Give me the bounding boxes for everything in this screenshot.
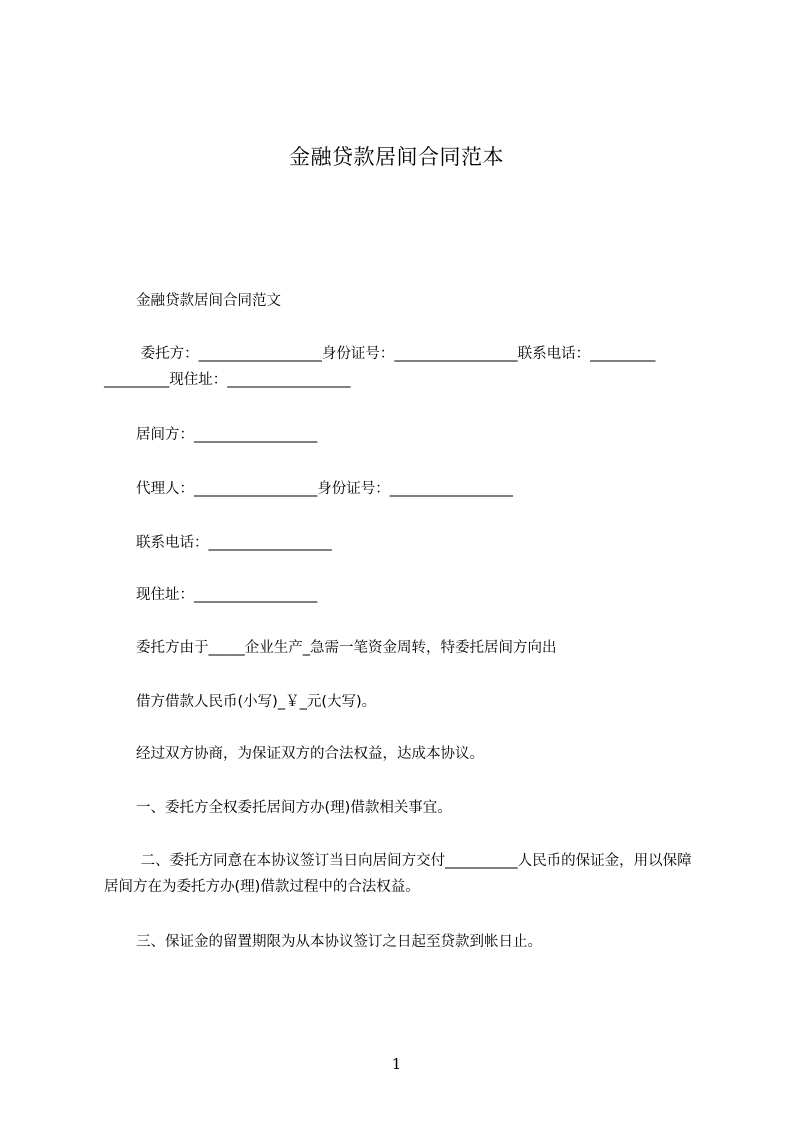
paragraph-subtitle: 金融贷款居间合同范文 (136, 293, 281, 309)
paragraph-clause-2: 二、委托方同意在本协议签订当日向居间方交付__________人民币的保证金，用以保障居间方在为委托方办(理)借款过程中的合法权益。 (104, 853, 692, 895)
paragraph-agent-address: 现住址：_________________ (136, 587, 318, 603)
paragraph-agent: 代理人：_________________身份证号：_________________ (136, 481, 513, 497)
paragraph-intermediary: 居间方：_________________ (136, 427, 318, 443)
page-number: 1 (391, 1055, 402, 1073)
document-title: 金融贷款居间合同范本 (289, 145, 504, 169)
paragraph-client-info: 委托方：_________________身份证号：_________________联系电话：_________ _________现住址：_________________ (104, 346, 660, 388)
paragraph-clause-1: 一、委托方全权委托居间方办(理)借款相关事宜。 (136, 800, 452, 816)
paragraph-agent-phone: 联系电话：_________________ (136, 535, 332, 551)
paragraph-loan-amount: 借方借款人民币(小写)_￥_元(大写)。 (136, 694, 377, 710)
paragraph-purpose: 委托方由于_____企业生产_急需一笔资金周转，特委托居间方向出 (136, 640, 557, 656)
paragraph-agreement: 经过双方协商，为保证双方的合法权益，达成本协议。 (136, 746, 484, 762)
paragraph-clause-3: 三、保证金的留置期限为从本协议签订之日起至贷款到帐日止。 (136, 934, 542, 950)
